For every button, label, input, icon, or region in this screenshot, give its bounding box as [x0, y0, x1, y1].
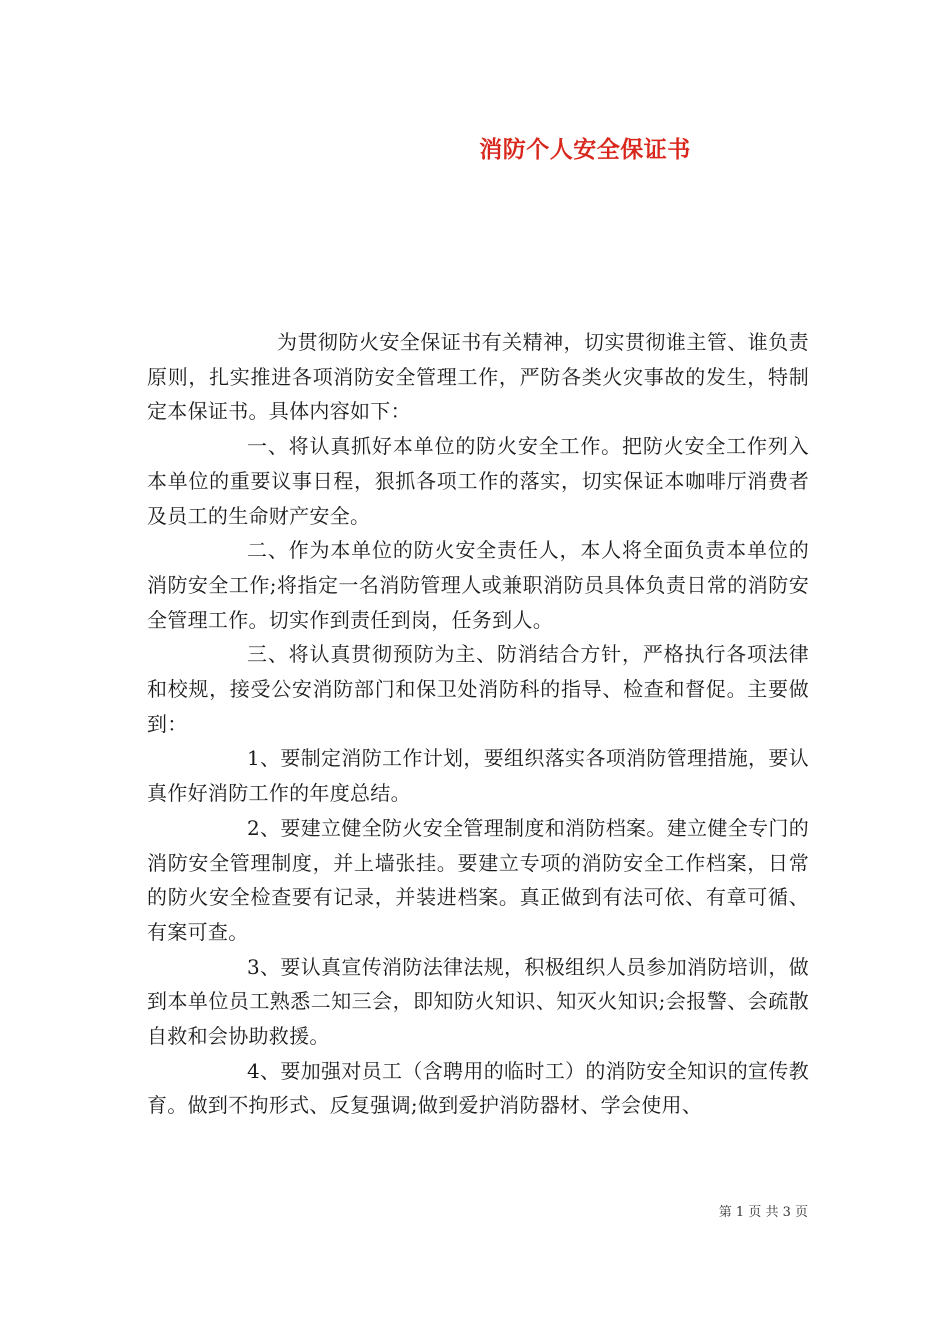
document-title: 消防个人安全保证书 [479, 136, 691, 163]
document-body [147, 325, 809, 1123]
paragraph-subitem-3: 3、要认真宣传消防法律法规，积极组织人员参加消防培训，做到本单位员工熟悉二知三会，即知防火知识、知灭火知识;会报警、会疏散自救和会协助救援。 [147, 954, 809, 1049]
paragraph-subitem-2: 2、要建立健全防火安全管理制度和消防档案。建立健全专门的消防安全管理制度，并上墙张挂。要建立专项的消防安全工作档案，日常的防火安全检查要有记录，并装进档案。真正做到有法可依、有章可循、有案可查。 [147, 815, 809, 944]
page-number-footer: 第 1 页 共 3 页 [718, 1205, 808, 1220]
paragraph-item-3: 三、将认真贯彻预防为主、防消结合方针，严格执行各项法律和校规，接受公安消防部门和保卫处消防科的指导、检查和督促。主要做到： [147, 642, 809, 736]
paragraph-subitem-4: 4、要加强对员工（含聘用的临时工）的消防安全知识的宣传教育。做到不拘形式、反复强调;做到爱护消防器材、学会使用、 [147, 1058, 809, 1118]
paragraph-item-2: 二、作为本单位的防火安全责任人，本人将全面负责本单位的消防安全工作;将指定一名消防管理人或兼职消防员具体负责日常的消防安全管理工作。切实作到责任到岗，任务到人。 [147, 538, 809, 632]
paragraph-subitem-1: 1、要制定消防工作计划，要组织落实各项消防管理措施，要认真作好消防工作的年度总结。 [147, 746, 809, 806]
paragraph-intro: 为贯彻防火安全保证书有关精神，切实贯彻谁主管、谁负责原则，扎实推进各项消防安全管理工作，严防各类火灾事故的发生，特制定本保证书。具体内容如下： [147, 330, 809, 424]
paragraph-item-1: 一、将认真抓好本单位的防火安全工作。把防火安全工作列入本单位的重要议事日程，狠抓各项工作的落实，切实保证本咖啡厅消费者及员工的生命财产安全。 [147, 434, 809, 528]
